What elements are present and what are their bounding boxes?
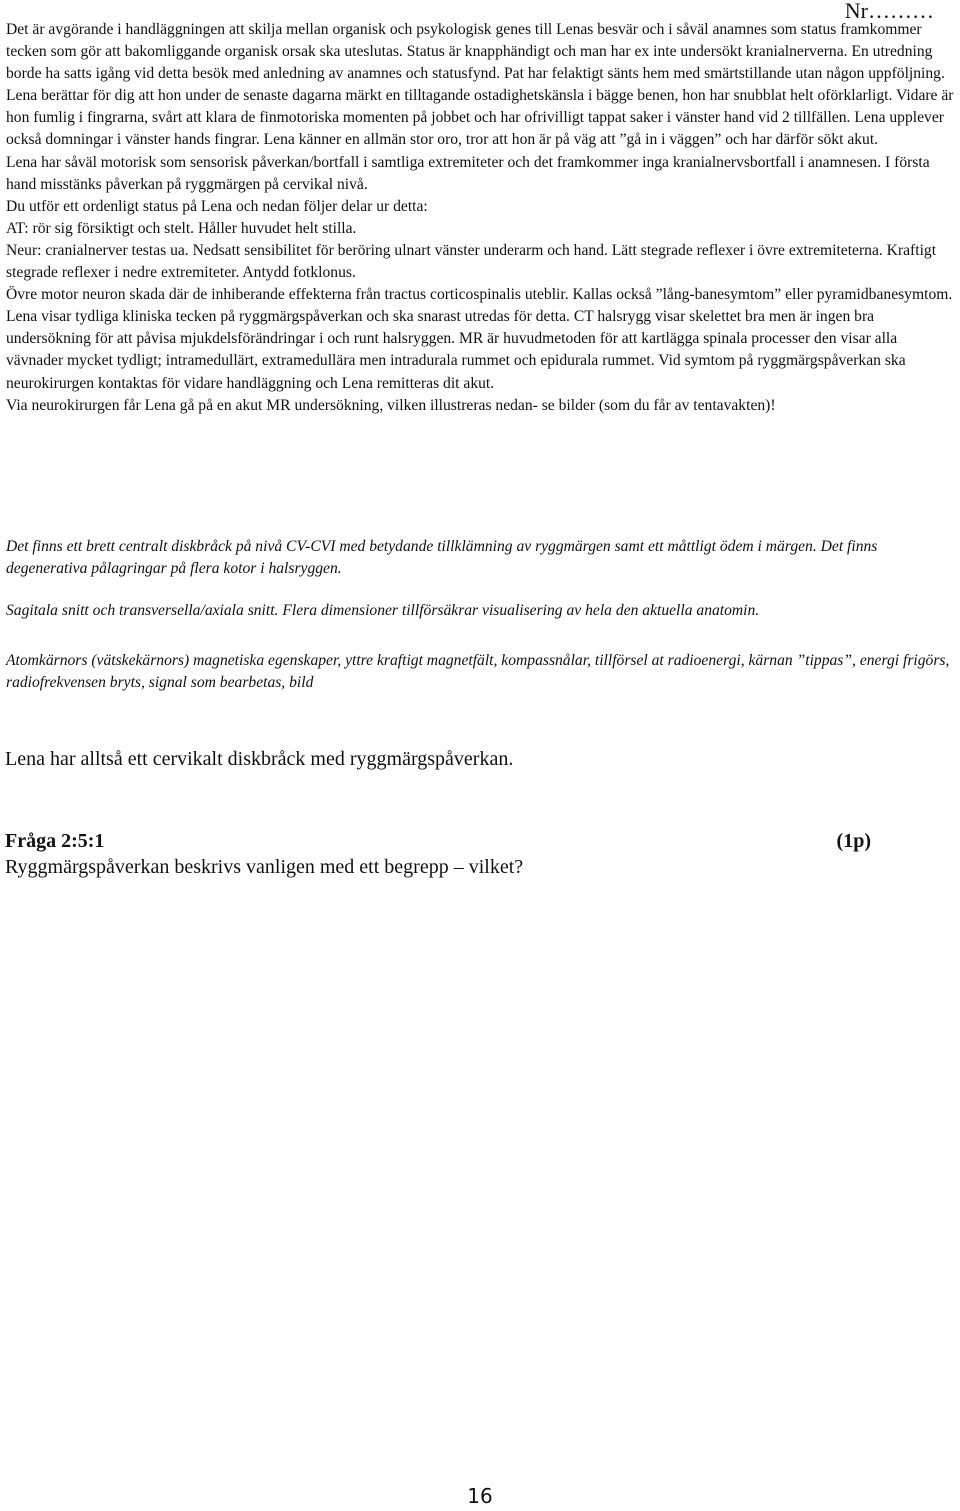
case-paragraph: Övre motor neuron skada där de inhiberande effekterna från tractus corticospinalis uteblir. Kallas också ”lång-banesymtom” eller pyramidbanesymtom. [6,286,953,304]
case-paragraph: Du utför ett ordenligt status på Lena och nedan följer delar ur detta: [6,197,428,215]
question-title: Fråga 2:5:1 [5,830,105,852]
conclusion: Lena har alltså ett cervikalt diskbråck med ryggmärgspåverkan. [5,748,514,770]
exam-number-field: Nr……… [844,0,934,23]
question-text: Ryggmärgspåverkan beskrivs vanligen med ett begrepp – vilket? [5,856,524,878]
question-header [5,828,871,854]
mr-physics-note: Atomkärnors (vätskekärnors) magnetiska egenskaper, yttre kraftigt magnetfält, kompassnålar, tillförsel at radioenergi, kärnan ”tippas”, energi frigörs, radiofrekvensen bryts, signal som bearbetas, bild [6,652,950,692]
case-paragraph: Lena visar tydliga kliniska tecken på ryggmärgspåverkan och ska snarast utredas för detta. CT halsrygg visar skelettet bra men är ingen bra undersökning för att påvisa mjukdelsförändringar i och runt halsryggen. MR är huvudmetoden för att kartlägga spinala processer den visar alla vävnader mycket tydligt; intramedullärt, extramedullära men intradurala rummet och epidurala rummet. Vid symtom på ryggmärgspåverkan ska neurokirurgen kontaktas för vidare handläggning och Lena remitteras dit akut. [6,308,906,392]
page-number: 16 [467,1484,493,1508]
case-paragraph: Via neurokirurgen får Lena gå på en akut MR undersökning, vilken illustreras nedan- se bilder (som du får av tentavakten)! [6,396,776,414]
question-points: (1p) [836,830,871,852]
case-paragraph: AT: rör sig försiktigt och stelt. Håller huvudet helt stilla. [6,219,357,237]
case-paragraph: Det är avgörande i handläggningen att skilja mellan organisk och psykologisk genes till Lenas besvär och i såväl anamnes som status framkommer tecken som gör att bakomliggande organisk orsak ska uteslutas. Status är knapphändigt och man har ex inte undersökt kranialnerverna. En utredning borde ha satts igång vid detta besök med anledning av anamnes och statusfynd. Pat har felaktigt sänts hem med smärtstillande utan någon uppföljning. Lena berättar för dig att hon under de senaste dagarna märkt en tilltagande ostadighetskänsla i bägge benen, hon har snubblat helt oförklarligt. Vidare är hon fumlig i fingrarna, svårt att klara de finmotoriska momenten på jobbet och har ofrivilligt tappat saker i vänster hand vid 2 tillfällen. Lena upplever också domningar i vänster hands fingrar. Lena känner en allmän stor oro, tror att hon är på väg att ”gå in i väggen” och har därför sökt akut. [6,21,954,149]
mr-slices-note: Sagitala snitt och transversella/axiala snitt. Flera dimensioner tillförsäkrar visualisering av hela den aktuella anatomin. [6,602,760,619]
case-text [6,19,956,417]
mr-finding-note: Det finns ett brett centralt diskbråck på nivå CV-CVI med betydande tillklämning av ryggmärgen samt ett måttligt ödem i märgen. Det finns degenerativa pålagringar på flera kotor i halsryggen. [6,538,878,578]
case-paragraph: Neur: cranialnerver testas ua. Nedsatt sensibilitet för beröring ulnart vänster underarm och hand. Lätt stegrade reflexer i övre extremiteterna. Kraftigt stegrade reflexer i nedre extremiteter. Antydd fotklonus. [6,241,937,282]
case-paragraph: Lena har såväl motorisk som sensorisk påverkan/bortfall i samtliga extremiteter och det framkommer inga kranialnervsbortfall i anamnesen. I första hand misstänks påverkan på ryggmärgen på cervikal nivå. [6,153,930,193]
